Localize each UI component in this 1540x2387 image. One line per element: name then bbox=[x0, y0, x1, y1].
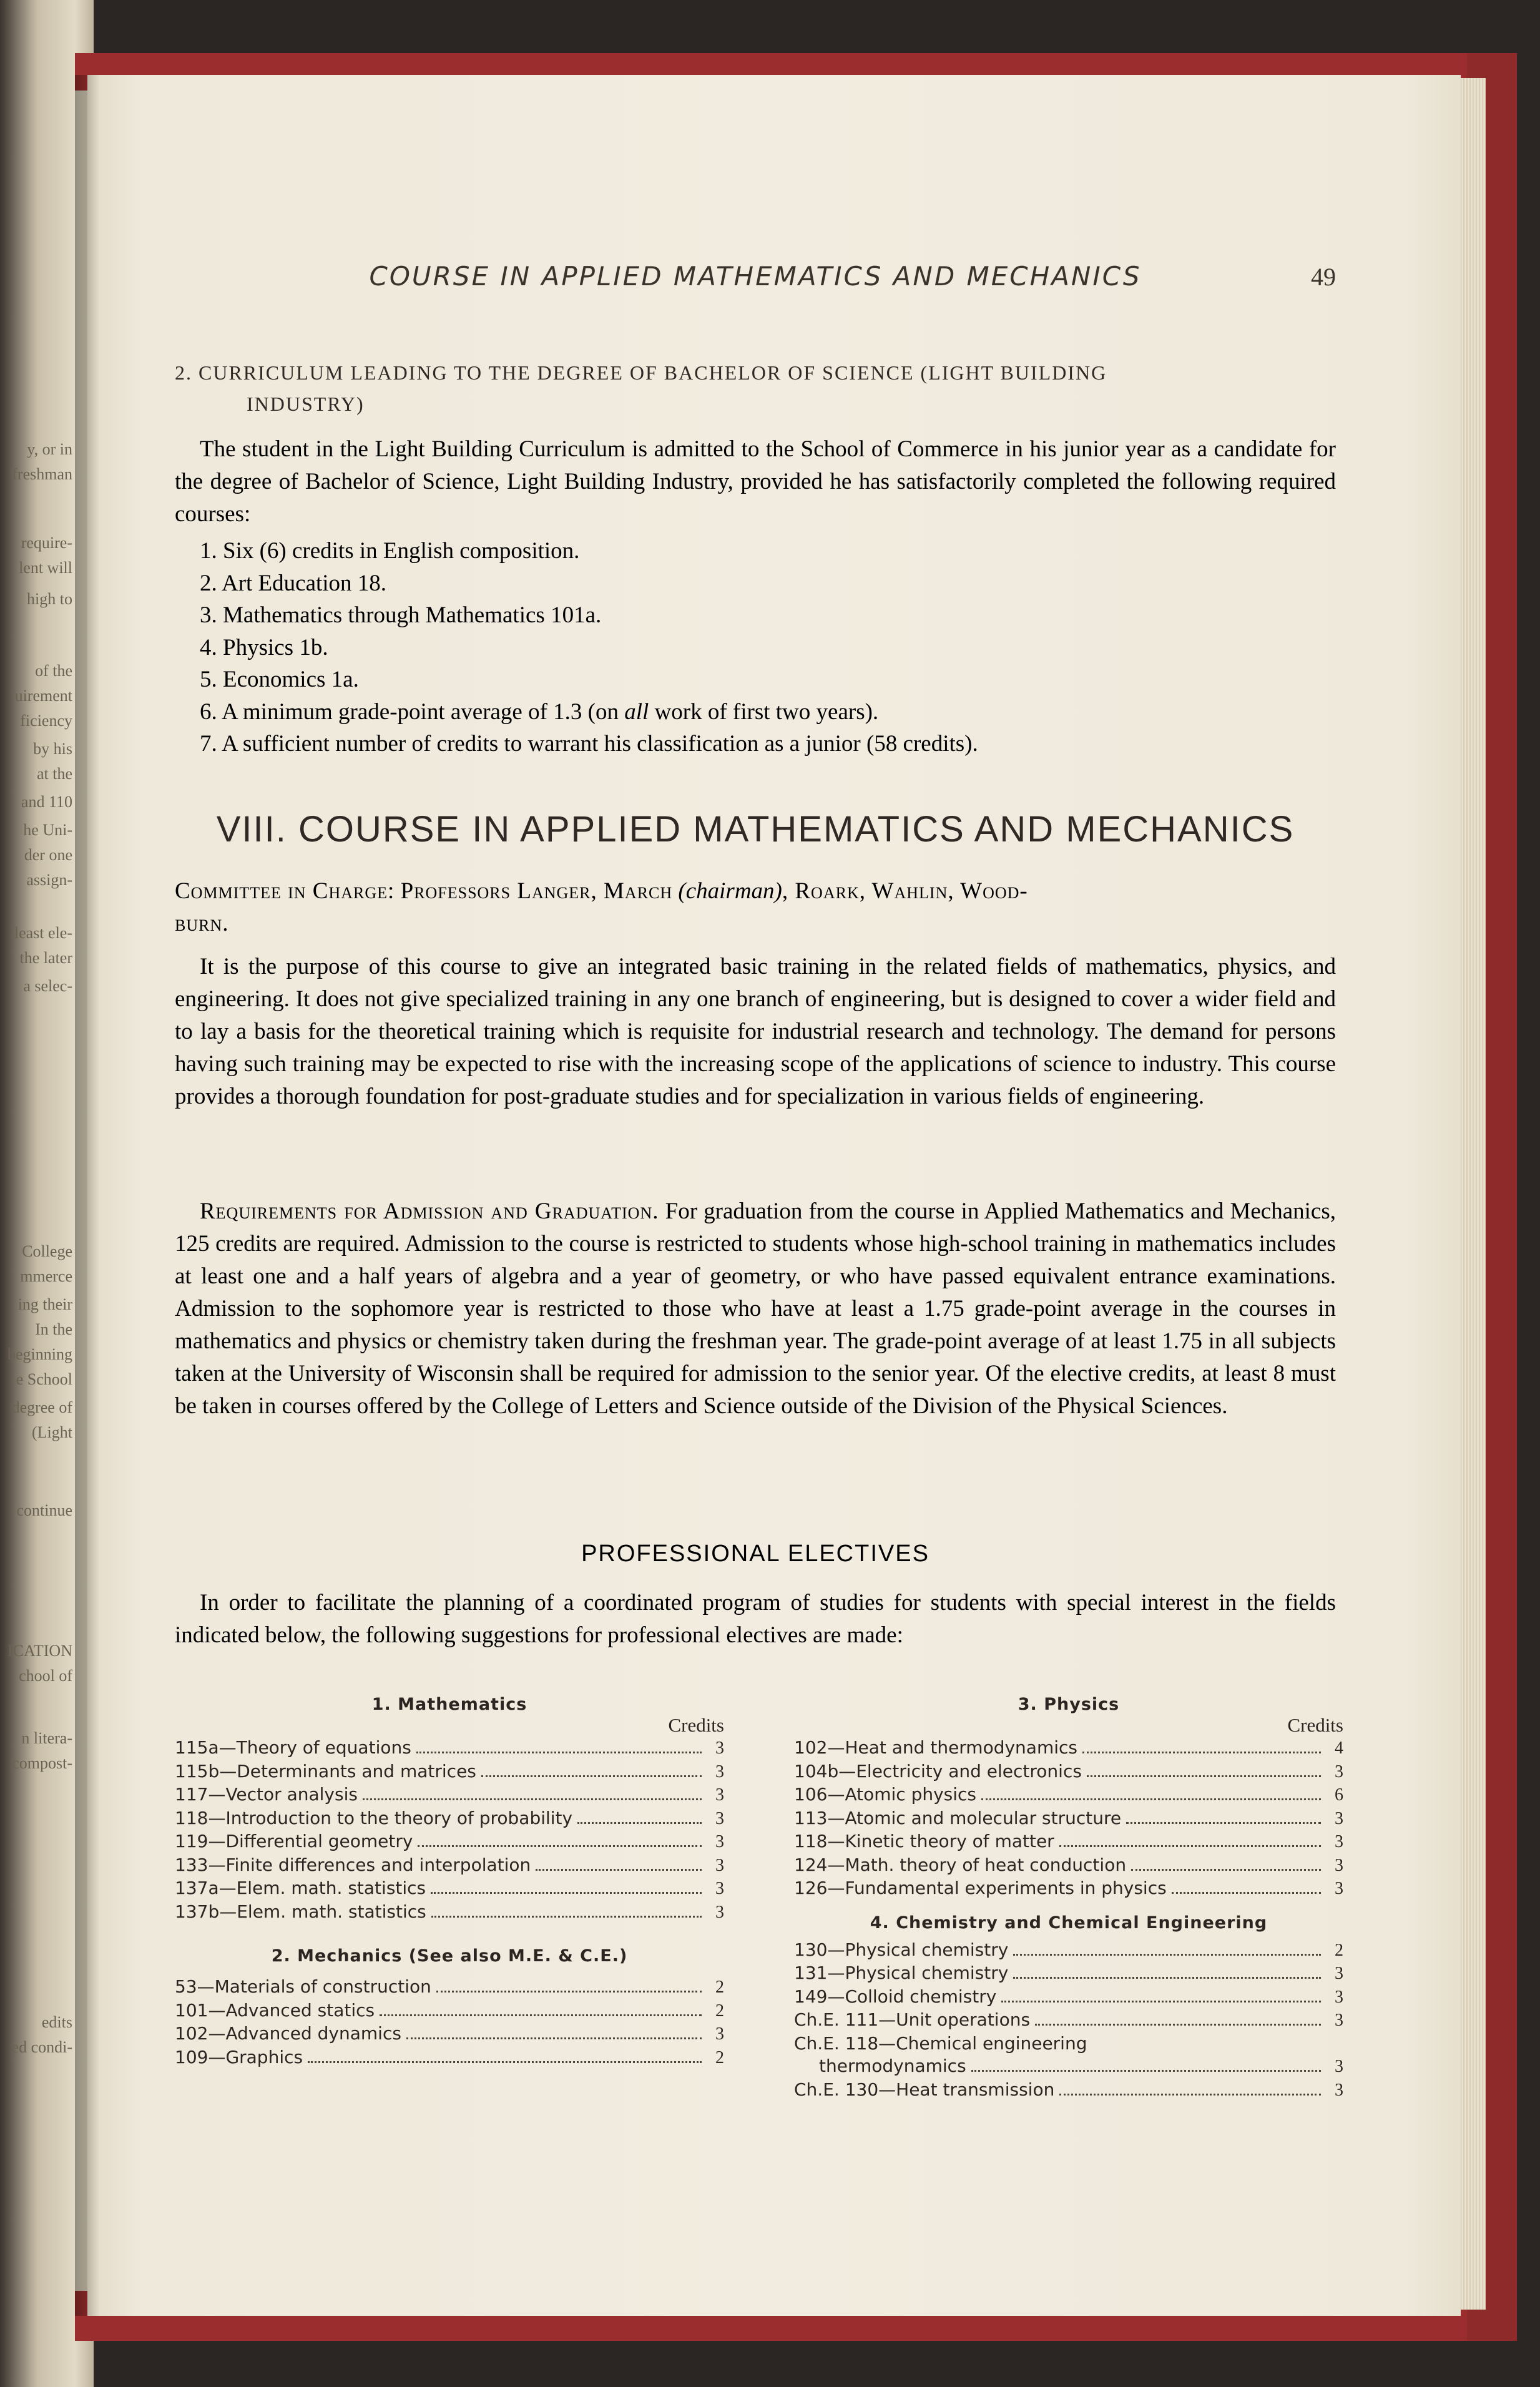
table-row: 133—Finite differences and interpolation 3 bbox=[175, 1854, 724, 1875]
page-number: 49 bbox=[1311, 263, 1336, 291]
table-row: 126—Fundamental experiments in physics 3 bbox=[794, 1878, 1343, 1898]
list-item: 7. A sufficient number of credits to warrant his classification as a junior (58 credits). bbox=[200, 731, 978, 757]
table-row: 106—Atomic physics 6 bbox=[794, 1784, 1343, 1805]
table-row: 53—Materials of construction 2 bbox=[175, 1976, 724, 1997]
table-row: 113—Atomic and molecular structure 3 bbox=[794, 1807, 1343, 1828]
margin-fragment: a selec- bbox=[23, 977, 72, 995]
margin-fragment: beginning bbox=[7, 1345, 72, 1363]
table-row: 109—Graphics 2 bbox=[175, 2046, 724, 2067]
physics-heading: 3. Physics bbox=[1018, 1695, 1120, 1714]
table-row: 137a—Elem. math. statistics 3 bbox=[175, 1878, 724, 1898]
margin-fragment: and 110 bbox=[21, 793, 72, 811]
purpose-paragraph: It is the purpose of this course to give an integrated basic training in the related fields of mathematics, physics, and engineering. It does not give specialized training in any one branch of engineering, but is designed to cover a wider field and to lay a basis for the theoretical training which is requisite for industrial research and technology. The demand for persons having such training may be expected to rise with the increasing scope of the applications of science to industry. This course provides a thorough foundation for post-graduate studies and for specialization in various fields of engineering. bbox=[175, 954, 1336, 1109]
margin-fragment: ed condi- bbox=[11, 2038, 72, 2056]
list-item: 5. Economics 1a. bbox=[200, 667, 359, 692]
table-row: 118—Kinetic theory of matter 3 bbox=[794, 1831, 1343, 1851]
margin-fragment: ing their bbox=[17, 1295, 72, 1313]
margin-fragment: In the bbox=[35, 1320, 72, 1338]
margin-fragment: the later bbox=[19, 949, 72, 967]
list-item: 2. Art Education 18. bbox=[200, 570, 387, 596]
table-row: 102—Advanced dynamics 3 bbox=[175, 2023, 724, 2044]
margin-fragment: compost- bbox=[12, 1754, 72, 1772]
margin-fragment: der one bbox=[24, 846, 72, 864]
table-row: 124—Math. theory of heat conduction 3 bbox=[794, 1854, 1343, 1875]
table-row: thermodynamics 3 bbox=[819, 2056, 1343, 2076]
table-row: 130—Physical chemistry 2 bbox=[794, 1939, 1343, 1960]
margin-fragment: by his bbox=[33, 740, 72, 758]
margin-fragment: e School bbox=[16, 1370, 72, 1388]
table-row: 118—Introduction to the theory of probability 3 bbox=[175, 1807, 724, 1828]
electives-intro: In order to facilitate the planning of a coordinated program of studies for students with special interest in the fields indicated below, the following suggestions for professional electives are made: bbox=[175, 1590, 1336, 1648]
margin-fragment: edits bbox=[41, 2013, 72, 2031]
table-row: 102—Heat and thermodynamics 4 bbox=[794, 1737, 1343, 1758]
margin-fragment: College bbox=[22, 1242, 72, 1260]
list-item: 6. A minimum grade-point average of 1.3 (on all work of first two years). bbox=[200, 698, 879, 725]
table-row: Ch.E. 111—Unit operations 3 bbox=[794, 2009, 1343, 2030]
required-courses-list bbox=[200, 535, 1323, 760]
chemistry-heading: 4. Chemistry and Chemical Engineering bbox=[870, 1913, 1268, 1933]
table-row: 115a—Theory of equations 3 bbox=[175, 1737, 724, 1758]
margin-fragment: high to bbox=[27, 590, 72, 608]
margin-fragment: (Light bbox=[32, 1423, 72, 1441]
table-row: Ch.E. 130—Heat transmission 3 bbox=[794, 2079, 1343, 2100]
mechanics-heading: 2. Mechanics (See also M.E. & C.E.) bbox=[271, 1946, 628, 1966]
list-item: 4. Physics 1b. bbox=[200, 634, 328, 660]
margin-fragment: least ele- bbox=[14, 924, 72, 942]
margin-fragment: uirement bbox=[14, 687, 72, 705]
credits-label: Credits bbox=[1287, 1714, 1343, 1736]
committee: Committee in Charge: Professors Langer, March (chairman), Roark, Wahlin, Wood- burn. bbox=[175, 878, 1028, 936]
margin-fragment: he Uni- bbox=[23, 821, 72, 839]
section-heading-line2: INDUSTRY) bbox=[247, 393, 365, 415]
physics-column bbox=[794, 1695, 1343, 2102]
table-row: 117—Vector analysis 3 bbox=[175, 1784, 724, 1805]
table-row: 115b—Determinants and matrices 3 bbox=[175, 1760, 724, 1782]
margin-fragment: ficiency bbox=[20, 712, 72, 730]
margin-fragment: degree of bbox=[11, 1398, 72, 1416]
list-item: 1. Six (6) credits in English composition. bbox=[200, 538, 580, 564]
running-head-title: COURSE IN APPLIED MATHEMATICS AND MECHANICS bbox=[369, 261, 1142, 292]
section-heading-line1: 2. CURRICULUM LEADING TO THE DEGREE OF BACHELOR OF SCIENCE (LIGHT BUILDING bbox=[175, 361, 1107, 384]
credits-label: Credits bbox=[668, 1714, 724, 1736]
running-head bbox=[175, 261, 1336, 298]
margin-fragment: require- bbox=[21, 534, 72, 552]
mathematics-heading: 1. Mathematics bbox=[371, 1695, 527, 1714]
margin-fragment: y, or in bbox=[27, 440, 72, 458]
margin-fragment: freshman bbox=[12, 465, 72, 483]
margin-fragment: chool of bbox=[19, 1667, 72, 1685]
margin-fragment: n litera- bbox=[21, 1729, 72, 1747]
margin-fragment: continue bbox=[16, 1501, 72, 1519]
list-item: 3. Mathematics through Mathematics 101a. bbox=[200, 602, 602, 628]
margin-fragment: lent will bbox=[19, 559, 72, 577]
gutter-shadow bbox=[75, 75, 100, 2316]
margin-fragment: ICATION bbox=[7, 1642, 72, 1660]
margin-fragment: at the bbox=[36, 765, 72, 783]
table-row: 131—Physical chemistry 3 bbox=[794, 1963, 1343, 1983]
table-row: Ch.E. 118—Chemical engineering bbox=[794, 2032, 1087, 2054]
table-row: 137b—Elem. math. statistics 3 bbox=[175, 1901, 724, 1922]
margin-fragment: mmerce bbox=[20, 1267, 72, 1285]
section-heading bbox=[175, 357, 1336, 419]
table-row: 149—Colloid chemistry 3 bbox=[794, 1986, 1343, 2007]
section-intro: The student in the Light Building Curriculum is admitted to the School of Commerce in his junior year as a candidate for the degree of Bachelor of Science, Light Building Industry, provided he has satisfactorily completed the following required courses: bbox=[175, 436, 1336, 527]
table-row: 101—Advanced statics 2 bbox=[175, 1999, 724, 2021]
margin-fragment: assign- bbox=[26, 871, 72, 889]
margin-fragment: of the bbox=[35, 662, 72, 680]
table-row: 119—Differential geometry 3 bbox=[175, 1831, 724, 1851]
requirements-paragraph: Requirements for Admission and Graduation. For graduation from the course in Applied Mathematics and Mechanics, 125 credits are required. Admission to the course is restricted to students whose high-school training in mathematics includes at least one and a half years of algebra and a year of geometry, or who have passed equivalent entrance examinations. Admission to the sophomore year is restricted to those who have at least a 1.75 grade-point average in the courses in mathematics and physics or chemistry taken during the freshman year. The grade-point average of at least 1.75 in all subjects taken at the University of Wisconsin shall be required for admission to the senior year. Of the elective credits, at least 8 must be taken in courses offered by the College of Letters and Science outside of the Division of the Physical Sciences. bbox=[175, 1198, 1336, 1419]
math-column bbox=[175, 1695, 724, 2069]
electives-heading: PROFESSIONAL ELECTIVES bbox=[581, 1541, 929, 1567]
chapter-title: VIII. COURSE IN APPLIED MATHEMATICS AND MECHANICS bbox=[216, 809, 1295, 850]
table-row: 104b—Electricity and electronics 3 bbox=[794, 1760, 1343, 1782]
